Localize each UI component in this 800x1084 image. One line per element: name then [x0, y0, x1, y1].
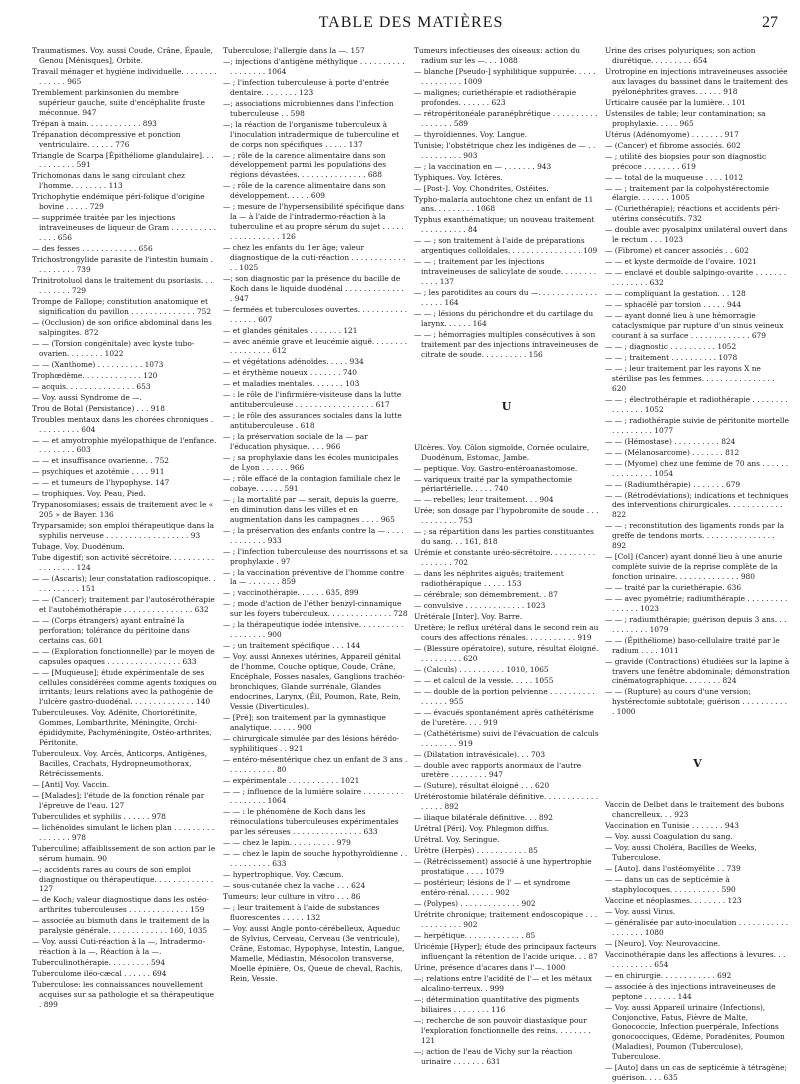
index-entry: Tumeurs infectieuses des oiseaux: action du radium sur les —. . . 1088 [414, 46, 580, 65]
index-entry: — (Curiethérapie); réactions et accidents péri-utérins consécutifs. 732 [605, 204, 780, 224]
index-entry: — — chez le lapin de souche hypothyroïdienne . . . . . . . . . . . 633 [223, 849, 408, 869]
index-entry: — (Cathétérisme) suivi de l'évacuation de calculs . . . . . . . . 919 [414, 728, 599, 748]
index-entry: — — (Épithéliome) baso-cellulaire traité par le radium . . . . 1011 [605, 635, 780, 655]
index-entry: Urétérostomie bilatérale définitive. . . . . . . . . . . . . . . . . 892 [414, 792, 599, 812]
index-entry: Traumatismes. Voy. aussi Coude, Crâne, Épaule, Genou [Ménisques], Orbite. [32, 46, 213, 65]
index-entry: Trépan à main. . . . . . . . . . . . 893 [32, 118, 157, 128]
index-entry: — ; la mortalité par — serait, depuis la guerre, en diminution dans les villes et en augmentation dans les campagnes . . . . 965 [223, 494, 399, 524]
index-entry: — [Anti] Voy. Vaccin. [32, 779, 110, 789]
index-entry: — Voy. aussi Choléra, Bacilles de Weeks, Tuberculose. [605, 843, 757, 862]
index-entry: — — et kyste dermoïde de l'ovaire. 1021 [605, 257, 757, 267]
index-entry: Urée; son dosage par l'hypobromite de soude . . . . . . . . . . . 753 [414, 506, 599, 526]
index-entry: Tunisie; l'obstétrique chez les indigènes de — . . . . . . . . . . . 903 [414, 140, 596, 160]
index-entry: Urètre (Herpès) . . . . . . . . . . . 85 [414, 846, 538, 856]
index-entry: — ; la préservation sociale de la — par l'éducation physique. . . . 966 [223, 432, 368, 452]
index-entry: — ; sa prophylaxie dans les écoles municipales de Lyon . . . . . . 966 [223, 453, 399, 473]
index-entry: — — ; traitement . . . . . . . . . . 1078 [605, 352, 738, 362]
index-entry: — ; rôle de la carence alimentaire dans son développement parmi les populations des régions dévastées. . . . . . . . . . . . . . . 688 [223, 150, 387, 180]
index-entry: Urticaire causée par la lumière. . 101 [605, 97, 746, 107]
index-entry: — [Auto] dans un cas de septicémie à tétragène; guérison. . . . 635 [605, 1063, 787, 1083]
index-entry: — — ; influence de la lumière solaire . . . . . . . . . . . . . . . . . 1064 [223, 786, 404, 806]
index-entry: — — et tumeurs de l'hypophyse. 147 [32, 478, 170, 488]
index-entry: — et végétations adénoïdes. . . . . 934 [223, 357, 364, 367]
index-entry: — (Blessure opératoire), suture, résultat éloigné. . . . . . . . . . 620 [414, 643, 599, 663]
index-entry: — ; la préservation des enfants contre la — . . . . . . . . . . . . 933 [223, 525, 404, 545]
index-entry: — blanche [Pseudo-] syphilitique suppurée. . . . . . . . . . . . . . 1009 [414, 66, 596, 86]
index-entry: — (Suture), résultat éloigné . . . 620 [414, 781, 550, 791]
index-entry: —; injections d'antigène méthylique . . . . . . . . . . . . . . . . . . 1064 [223, 57, 405, 76]
index-entry: Urotropine en injections intraveineuses associée aux lavages du bassinet dans le traitement des pyélonéphrites graves. . . . . . 918 [605, 66, 788, 96]
index-entry: — — et calcul de la vessie. . . . . 1055 [414, 675, 554, 685]
index-entry: — — ; radiothérapie suivie de péritonite mortelle . . . . . . . . . 1077 [605, 415, 789, 435]
index-entry: —; détermination quantitative des pigments biliaires . . . . . . . . 116 [414, 994, 580, 1014]
index-entry: — et glandes génitales . . . . . . . 121 [223, 325, 358, 335]
index-entry: — (Occlusion) de son orifice abdominal dans les salpingites. 872 [32, 317, 212, 337]
index-entry: — — ; diagnostic . . . . . . . . . . 1052 [605, 341, 737, 351]
index-entry: Vaccin de Delbet dans le traitement des bubons chancrelleux. . . 923 [605, 800, 785, 820]
index-entry: —; accidents rares au cours de son emploi diagnostique ou thérapeutique. . . . . . . . . . . . . 127 [32, 864, 214, 894]
index-entry: —; son diagnostic par la présence du bacille de Koch dans le liquide duodénal . . . . . . . . . . . . . . 947 [223, 273, 404, 303]
index-entry: — (Dilatation intravésicale). . . 703 [414, 749, 546, 759]
index-entry: — et maladies mentales. . . . . . . 103 [223, 379, 360, 389]
index-entry: — — total de la muqueuse . . . . 1012 [605, 172, 744, 182]
index-entry: — ; sa répartition dans les parties constituantes du sang. . . 161, 818 [414, 527, 594, 547]
index-entry: — [Neuro]. Voy. Neurovaccine. [605, 938, 721, 948]
index-entry: — ; mesure de l'hypersensibilité spécifique dans la — à l'aide de l'intradermo-réaction à la tuberculine et au propre sérum du sujet . . . . . . . . . . . . . . . . 126 [223, 202, 405, 241]
index-entry: — ; l'infection tuberculeuse des nourrissons et sa prophylaxie . 97 [223, 546, 408, 566]
index-entry: Uricémie [Hyper]; étude des principaux facteurs influençant la rétention de l'acide urique. . . 87 [414, 942, 598, 961]
index-entry: — chez les enfants du 1er âge; valeur diagnostique de la cuti-réaction . . . . . . . . . . . . . . 1025 [223, 242, 406, 272]
index-entry: — de Koch; valeur diagnostique dans les ostéo-arthrites tuberculeuses . . . . . . . . . . . . . 159 [32, 895, 209, 915]
index-entry: — fermées et tuberculoses ouvertes. . . . . . . . . . . . . . . . . 607 [223, 304, 408, 324]
index-entry: Vaccine et néoplasmes. . . . . . . . 123 [605, 895, 742, 905]
index-entry: — — (Mélanosarcome) . . . . . . . 812 [605, 447, 740, 457]
index-entry: — iliaque bilatérale définitive. . . 892 [414, 813, 553, 823]
index-entry: —; action de l'eau de Vichy sur la réaction urinaire . . . . . . . 631 [414, 1046, 573, 1066]
index-entry: Trophœdème. . . . . . . . . . . . . 120 [32, 370, 158, 380]
index-entry: — cérébrale; son démembrement. . 87 [414, 590, 558, 600]
index-entry: — ; la vaccination préventive de l'homme contre la — . . . . . . . 859 [223, 567, 405, 587]
index-entry: — — [Muqueuse]; étude expérimentale de ses cellules considérées comme agents toxiques ou irritants; leurs relations avec la pathogénie de l'ulcère gastro-duodénal. . . . . . . . . . . . . . 140 [32, 667, 217, 707]
index-entry: — malignes; curiethérapie et radiothérapie profondes. . . . . . . 623 [414, 87, 577, 107]
index-column-3 [414, 46, 599, 1084]
index-entry: Typhiques. Voy. Ictères. [414, 172, 503, 182]
index-entry: — — chez le lapin. . . . . . . . . . 979 [223, 838, 351, 848]
index-entry: —; associations microbiennes dans l'infection tuberculeuse . . 598 [223, 98, 394, 118]
index-entry: — Voy. aussi Cuti-réaction à la —, Intradermo-réaction à la —, Réaction à la —. [32, 937, 205, 957]
index-entry: Tuberculeuses. Voy. Adénite, Choriorétinite, Gommes, Lombarthrite, Méningite, Orchi-épididymite, Pachyméningite, Ostéo-arthrites, Péritonite. [32, 708, 212, 748]
index-entry: — ; la thérapeutique iodée intensive. . . . . . . . . . . . . . . . . . 900 [223, 620, 404, 640]
index-entry: — (Polypes) . . . . . . . . . . . . . 902 [414, 899, 536, 909]
index-column-4 [605, 46, 790, 1084]
index-entry: Urémie et constante uréo-sécrétoire. . . . . . . . . . . . . . . . . 702 [414, 548, 596, 568]
index-entry: — — (Cancer); traitement par l'autosérothérapie et l'autohémothérapie . . . . . . . . . . . . . . . 632 [32, 595, 215, 614]
index-entry: Tuberculeux. Voy. Arcès, Anticorps, Antigènes, Bacilles, Crachats, Hydropneumothorax, Rétrécissements. [32, 749, 208, 778]
index-entry: — [Malades]; l'étude de la fonction rénale par l'épreuve de l'eau. 127 [32, 790, 205, 810]
index-entry: — expérimentale . . . . . . . . . . . 1021 [223, 775, 360, 785]
index-entry: — entéro-mésentérique chez un enfant de 3 ans . . . . . . . . . . . 80 [223, 754, 408, 774]
index-entry: — — traité par la curiethérapie. 636 [605, 582, 742, 592]
index-entry: — Voy. aussi Angle ponto-cérébelleux, Aqueduc de Sylvius, Cerveau, Cerveau (3e ventricule), Crâne, Estomac, Hypophyse, Intestin, Langue, Mamelle, Médiastin, Mésocolon transverse, Moelle épinière, Os, Queue de cheval, Rachis, Rein, Vessie. [223, 924, 405, 983]
index-entry: — acquis. . . . . . . . . . . . . . . 653 [32, 381, 151, 391]
index-entry: — dans les néphrites aiguës; traitement radiothérapique . . . . . 153 [414, 569, 564, 589]
index-entry: — et érythème noueux . . . . . . . 740 [223, 368, 357, 378]
index-columns [32, 46, 790, 1084]
index-entry: Tuberculose: les connaissances nouvellement acquises sur sa pathologie et sa thérapeutique . 899 [32, 980, 214, 1009]
index-entry: — — ; son traitement à l'aide de préparations argentiques colloïdales. . . . . . . . . . . . . . . . 109 [414, 236, 598, 256]
index-entry: — généralisée par auto-inoculation . . . . . . . . . . . . . . . . . . 1080 [605, 917, 789, 937]
index-entry: Tremblement parkinsonien du membre supérieur gauche, suite d'encéphalite fruste méconnue. 947 [32, 87, 205, 117]
index-entry: — ; un traitement spécifique . . . 144 [223, 641, 361, 651]
index-entry: — ; rôle effacé de la contagion familiale chez le cobaye. . . . . . 591 [223, 474, 401, 493]
index-entry: — [Col] (Cancer) ayant donné lieu à une anurie complète suivie de la reprise complète de la fonction urinaire. . . . . . . . . . . . . . 980 [605, 552, 783, 581]
index-entry: Tuberculides et syphilis . . . . . . 978 [32, 811, 166, 821]
index-entry: — — compliquant la gestation. . . 128 [605, 289, 746, 299]
index-entry: — — ; lésions du périchondre et du cartilage du larynx. . . . . . 164 [414, 308, 594, 328]
index-entry: — [Auto]. dans l'ostéomyélite . . 739 [605, 864, 741, 873]
index-entry: —; relations entre l'acidité de l'— et les métaux alcalino-terreux. . 999 [414, 974, 592, 993]
index-entry: — supprimée traitée par les injections intraveineuses de liqueur de Gram . . . . . . . . . . . . . . 656 [32, 213, 217, 243]
index-entry: Trou de Botal (Persistance) . . . 918 [32, 403, 165, 413]
index-entry: — — (Hémostase) . . . . . . . . . . 824 [605, 436, 736, 446]
index-entry: — ; leur traitement à l'aide de substances fluorescentes . . . . . 132 [223, 903, 380, 923]
index-entry: — — double de la portion pelvienne . . . . . . . . . . . . . . . . 955 [414, 686, 595, 706]
index-entry: — — dans un cas de septicémie à staphylocoques. . . . . . . . . . . 590 [605, 875, 736, 894]
index-entry: Tube digestif; son activité sécrétoire. . . . . . . . . . . . . . . . . . 124 [32, 553, 215, 573]
index-entry: — postérieur; lésions de l' — et syndrome entéro-rénal. . . . . . 902 [414, 878, 571, 898]
index-entry: — ; utilité des biopsies pour son diagnostic précoce . . . . . . . . 619 [605, 151, 767, 171]
index-entry: — Voy. aussi Syndrome de —. [32, 392, 142, 402]
index-column-1 [32, 46, 217, 1084]
index-entry: Trépanation décompressive et ponction ventriculaire. . . . . . 776 [32, 129, 181, 149]
index-entry: — — : le phénomène de Koch dans les réinoculations tuberculeuses expérimentales par les séreuses . . . . . . . . . . . . . . . 633 [223, 807, 399, 837]
index-entry: Utérus (Adénomyome) . . . . . . . 917 [605, 129, 739, 139]
index-entry: Vaccinothérapie dans les affections à levures. . . . . . . . . . . . 654 [605, 949, 786, 969]
index-entry: Tryparsamide; son emploi thérapeutique dans la syphilis nerveuse . . . . . . . . . . . . . . . . . . 93 [32, 521, 215, 541]
index-entry: Uretère; le reflux urétéral dans le second rein au cours des affections rénales. . . . . . . . . . . 919 [414, 623, 599, 642]
index-entry: Typho-malaria autochtone chez un enfant de 11 ans. . . . . . . . . 1068 [414, 194, 594, 214]
index-entry: Trichomonas dans le sang circulant chez l'homme. . . . . . . . 113 [32, 171, 186, 191]
index-entry: — sous-cutanée chez la vache . . . 624 [223, 881, 366, 891]
index-entry: Trinitrotoluol dans le traitement du psoriasis. . . . . . . . . . 729 [32, 275, 213, 295]
index-entry: — ; vaccinothérapie. . . . . . 635, 899 [223, 588, 359, 598]
page-title: TABLE DES MATIÈRES [318, 14, 504, 31]
index-entry: — associée au bismuth dans le traitement de la paralysie générale. . . . . . . . . . . . . 160, 1035 [32, 916, 210, 936]
index-entry: — double avec rapports anormaux de l'autre uretère . . . . . . . . 947 [414, 760, 582, 780]
index-entry: Tuberculine; affaiblissement de son action par le sérum humain. 90 [32, 843, 216, 863]
index-entry: — — ; hémorragies multiples consécutives à son traitement par des injections intraveineuses de citrate de soude. . . . . . . . . . 156 [414, 329, 599, 359]
index-entry: — convulsive . . . . . . . . . . . . . 1023 [414, 601, 546, 611]
index-entry: — — sphacélé par torsion . . . . . 944 [605, 300, 742, 310]
index-entry: — — (Ascaris); leur constatation radioscopique. . . . . . . . . . . 151 [32, 574, 216, 594]
index-entry: — ; les parotidites au cours du —. . . . . . . . . . . . . . . . . . 164 [414, 288, 597, 307]
index-entry: — ; mode d'action de l'éther benzyl-cinnamique sur les foyers tuberculeux. . . . . . . . . . . . . . 728 [223, 599, 408, 619]
index-column-2 [223, 46, 408, 1084]
index-entry: — (Calculs) . . . . . . . . . . 1010, 1065 [414, 664, 549, 674]
index-entry: Urine des crises polyuriques; son action diurétique. . . . . . . . . 654 [605, 46, 756, 65]
index-entry: — ; le rôle des assurances sociales dans la lutte antituberculeuse . 618 [223, 411, 402, 431]
index-entry: — — (Rupture) au cours d'une version; hystérectomie subtotale; guérison . . . . . . . . . . . 1000 [605, 687, 788, 717]
index-entry: — (Cancer) et fibrome associés. 602 [605, 140, 741, 150]
index-entry: — (Rétrécissement) associé à une hypertrophie prostatique . . . . 1079 [414, 857, 592, 877]
index-entry: — — ; radiumthérapie; guérison depuis 3 ans. . . . . . . . . . . 1079 [605, 614, 787, 634]
index-entry: — trophiques. Voy. Peau, Pied. [32, 489, 146, 499]
index-entry: — — (Myome) chez une femme de 70 ans . . . . . . . . . . . . . . . 1054 [605, 458, 789, 478]
index-entry: — — ; reconstitution des ligaments ronds par la greffe de tendons morts. . . . . . . . . . . . . . . . 892 [605, 521, 785, 551]
index-entry: — variqueux traité par la sympathectomie périartérielle. . . . . 740 [414, 474, 572, 494]
index-entry: Tuberculome iléo-cæcal . . . . . . 694 [32, 969, 167, 979]
index-entry: — — avec pyométrie; radiumthérapie . . . . . . . . . . . . . . . 1023 [605, 593, 788, 613]
index-entry: — — évacués spontanément après cathétérisme de l'uretère. . . . 919 [414, 707, 594, 727]
index-entry: — — (Corps étrangers) ayant entraîné la perforation; tolérance du péritoine dans certains cas. 601 [32, 615, 190, 645]
index-entry: Ulcères. Voy. Côlon sigmoïde, Cornée oculaire, Duodénum, Estomac, Jambe. [414, 442, 590, 462]
index-entry: Urétral [Péri]. Voy. Phlegmon diffus. [414, 824, 550, 834]
index-entry: — des fesses . . . . . . . . . . . . 656 [32, 244, 153, 254]
index-entry: — gravide (Contractions) étudiées sur la lapine à travers une fenêtre abdominale; démonstration cinématographique. . . . . . . . 824 [605, 656, 790, 686]
index-entry: — associée à des injections intraveineuses de peptone . . . . . . . 144 [605, 981, 776, 1001]
index-entry: — — et insuffisance ovarienne. . 752 [32, 456, 169, 466]
index-entry: Trichophytie endémique péri-folique d'origine bovine . . . . . 729 [32, 192, 205, 212]
index-entry: — psychiques et azotémie . . . . 911 [32, 467, 165, 477]
section-letter: V [693, 757, 702, 771]
index-entry: — [Post-]. Voy. Chondrites, Ostéites. [414, 183, 549, 193]
index-entry: Urine, présence d'acares dans l'—. 1000 [414, 963, 566, 972]
index-entry: — rétropéritonéale paranéphrétique . . . . . . . . . . . . . . . . . 589 [414, 108, 598, 128]
index-entry: — — ; traitement par les injections intraveineuses de salicylate de soude. . . . . . . . . . . . 137 [414, 257, 597, 287]
index-entry: — ; l'infection tuberculeuse à porte d'entrée dentaire. . . . . . . . 123 [223, 77, 389, 97]
index-entry: — : le rôle de l'infirmière-visiteuse dans la lutte antituberculeuse . . . . . . . . . . . . . . . . . 617 [223, 390, 402, 410]
index-entry: Typhus exanthématique; un nouveau traitement . . . . . . . . . . 84 [414, 215, 595, 235]
index-entry: — — (Torsion congénitale) avec kyste tubo-ovarien. . . . . . . . 1022 [32, 338, 195, 358]
index-entry: — avec anémie grave et leucémie aiguë. . . . . . . . . . . . . . . . . 612 [223, 336, 408, 356]
index-entry: — (Fibrome) et cancer associés . . 602 [605, 246, 749, 256]
index-entry: — — ; traitement par la colpohystérectomie élargie. . . . . . . 1005 [605, 183, 769, 203]
index-entry: Urétral. Voy. Seringue. [414, 835, 500, 845]
index-entry: Travail ménager et hygiène individuelle. . . . . . . . . . . . . . 965 [32, 66, 217, 86]
index-entry: Tubage. Voy. Duodénum. [32, 542, 125, 552]
index-entry: — — ; leur traitement par les rayons X ne stérilise pas les femmes. . . . . . . . . . . . . . . . 620 [605, 363, 775, 393]
index-entry: Troubles mentaux dans les chorées chroniques . . . . . . . . . . 604 [32, 414, 214, 434]
index-entry: Tuberculose; l'allergie dans la —. 157 [223, 46, 365, 55]
index-entry: — hypertrophique. Voy. Cæcum. [223, 870, 344, 880]
index-entry: Urétrite chronique; traitement endoscopique . . . . . . . . . . . . 902 [414, 910, 598, 930]
index-entry: — — (Xanthome) . . . . . . . . . . 1073 [32, 359, 164, 369]
page-number: 27 [762, 14, 778, 31]
index-entry: — — et amyotrophie myélopathique de l'enfance. . . . . . . . . 603 [32, 435, 217, 455]
index-entry: — en chirurgie. . . . . . . . . . . . 692 [605, 970, 732, 980]
index-entry: — [Pré]; son traitement par la gymnastique analytique. . . . . . 900 [223, 712, 386, 732]
index-entry: Ustensiles de table; leur contamination; sa prophylaxie. . . . . 965 [605, 108, 766, 128]
index-entry: — ; la vaccination en — . . . . . . . 943 [414, 161, 552, 171]
index-entry: — Voy. aussi Annexes utérines, Appareil génital de l'homme, Couche optique, Coude, Crâne, Encéphale, Fosses nasales, Ganglions trachéo-bronchiques, Glande surrénale, Glandes endocrines, Larynx, (Éil, Poumon, Rate, Rein, Vessie (Diverticules). [223, 652, 405, 711]
index-entry: —; la réaction de l'organisme tuberculeux à l'inoculation intradermique de tuberculine et de corps non spécifiques . . . . . 137 [223, 119, 400, 149]
index-entry: Tuberculinothérapie. . . . . . . . . 594 [32, 958, 166, 968]
index-entry: — — (Exploration fonctionnelle) par le moyen de capsules opaques . . . . . . . . . . . . . . . . 633 [32, 646, 215, 666]
index-entry: — thyroïdiennes. Voy. Langue. [414, 129, 528, 139]
index-entry: — — (Radiumthérapie) . . . . . . . 679 [605, 479, 741, 489]
index-entry: — — rebelles; leur traitement. . . 904 [414, 495, 554, 505]
index-entry: — — ayant donné lieu à une hémorragie cataclysmique par rupture d'un sinus veineux courant à sa surface . . . . . . . . . . . . . 679 [605, 311, 784, 340]
index-entry: Tumeurs; leur culture in vitro . . . 86 [223, 892, 361, 902]
section-letter: U [501, 399, 512, 413]
index-entry: — — (Rétrodéviations); indications et techniques des interventions chirurgicales. . . . . . . . . . . . 822 [605, 490, 789, 520]
index-entry: — — enclavé et double salpingo-ovarite . . . . . . . . . . . . . . . 632 [605, 268, 787, 288]
index-entry: — chirurgicale simulée par des lésions hérédo-syphilitiques . . 921 [223, 733, 400, 753]
index-entry: —; recherche de son pouvoir diastasique pour l'exploration fonctionnelle des reins. . . . . . . . 121 [414, 1015, 591, 1045]
index-entry: Triangle de Scarpa [Épithéliome glandulaire]. . . . . . . . . . . 591 [32, 150, 214, 170]
index-entry: — Voy. aussi Appareil urinaire (Infections), Conjonctive, Fatus, Fièvre de Malte, Gonococcie, Infection puerpérale, Infections gonococciques, Œdème, Poradénites, Poumon (Maladies), Poumon (Tuberculose), Tuberculose. [605, 1002, 785, 1062]
index-entry: — Voy. aussi Virus. [605, 906, 676, 916]
index-entry: — Voy. aussi Coagulation du sang. [605, 832, 733, 842]
index-entry: — — ; électrothérapie et radiothérapie . . . . . . . . . . . . . . . 1052 [605, 394, 788, 414]
index-entry: Trompe de Fallope; constitution anatomique et signification du pavillon . . . . . . . . . . . . . . 752 [32, 296, 212, 316]
index-entry: — ; rôle de la carence alimentaire dans son développement. . . . . 609 [223, 181, 386, 201]
index-entry: — herpétique. . . . . . . . . . . . . 85 [414, 931, 536, 941]
index-entry: — lichénoïdes simulant le lichen plan . . . . . . . . . . . . . . . . 978 [32, 822, 215, 842]
index-entry: — peptique. Voy. Gastro-entéroanastomose. [414, 463, 578, 473]
index-entry: Trichostrongylide parasite de l'intestin humain . . . . . . . . . 739 [32, 255, 214, 274]
page-header [32, 0, 790, 46]
index-entry: — double avec pyosalpinx unilatéral ouvert dans le rectum . . . 1023 [605, 225, 788, 245]
index-entry: Urétérale [Inter]. Voy. Barre. [414, 612, 523, 622]
index-entry: Trypanosomiases; essais de traitement avec le « 205 » de Bayer. 136 [32, 500, 214, 520]
index-entry: Vaccination en Tunisie . . . . . . . 943 [605, 821, 739, 831]
